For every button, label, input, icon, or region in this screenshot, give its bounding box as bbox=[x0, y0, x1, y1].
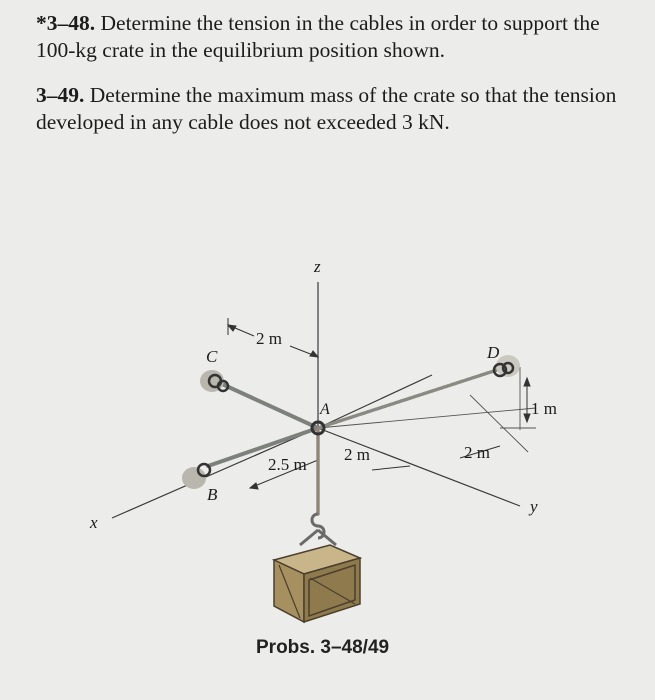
dim-y-arrow bbox=[372, 466, 410, 470]
y-axis-label: y bbox=[530, 497, 538, 516]
cable-ad bbox=[318, 369, 500, 428]
point-a-label: A bbox=[320, 401, 330, 418]
guide-lines bbox=[318, 367, 536, 452]
x-axis-label: x bbox=[90, 513, 98, 532]
dim-b-label: 2.5 m bbox=[268, 455, 307, 474]
problem-number: *3–48. bbox=[36, 11, 96, 35]
coordinate-axes bbox=[112, 282, 520, 518]
figure-caption: Probs. 3–48/49 bbox=[256, 637, 390, 658]
z-axis-label: z bbox=[314, 257, 321, 276]
support-b bbox=[182, 464, 210, 489]
support-c bbox=[200, 370, 228, 392]
y-axis bbox=[318, 428, 520, 506]
dim-d-height-label: 1 m bbox=[531, 399, 557, 418]
point-b-label: B bbox=[207, 485, 218, 504]
dim-c-label: 2 m bbox=[256, 329, 282, 348]
y-axis-back bbox=[318, 375, 432, 428]
problem-text: Determine the tension in the cables in order to support the 100-kg crate in the equilibrium position shown. bbox=[36, 11, 600, 62]
problem-text: Determine the maximum mass of the crate so that the tension developed in any cable does not exceeded 3 kN. bbox=[36, 83, 617, 134]
point-d-label: D bbox=[487, 343, 500, 362]
point-c-label: C bbox=[206, 347, 218, 366]
crate bbox=[274, 545, 360, 622]
dim-d-label: 2 m bbox=[464, 443, 490, 462]
problem-number: 3–49. bbox=[36, 83, 85, 107]
dim-y-label: 2 m bbox=[344, 445, 370, 464]
cable-ac bbox=[222, 384, 318, 428]
crate-hook bbox=[300, 514, 336, 545]
